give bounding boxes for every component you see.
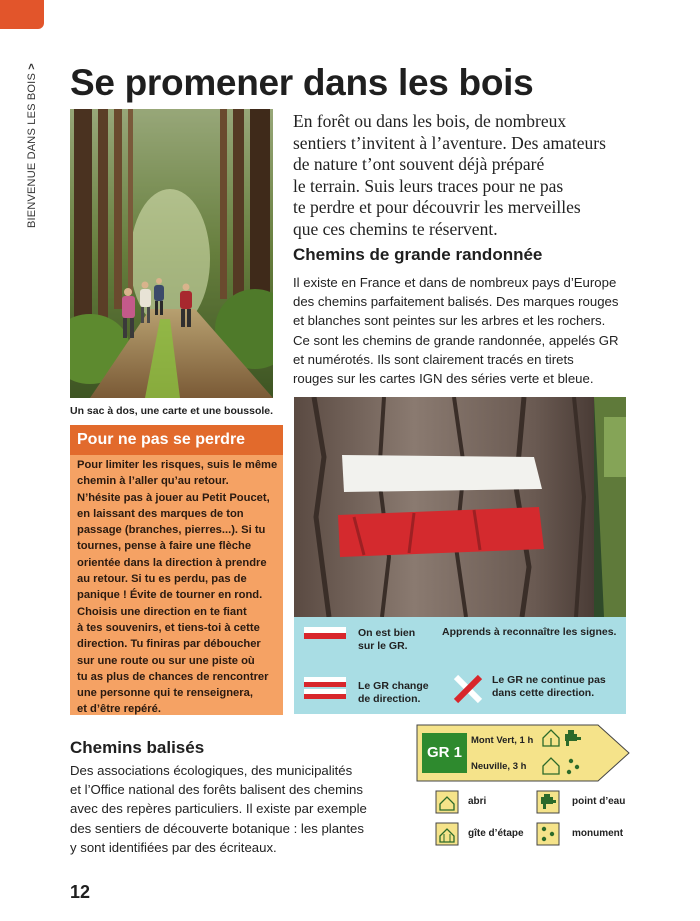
- signpost-code: GR 1: [426, 744, 462, 761]
- legend-on-path: [358, 627, 415, 653]
- legend-on-path-line: sur le GR.: [358, 640, 408, 652]
- signs-legend: [294, 617, 626, 714]
- legend-heading: Apprends à reconnaître les signes.: [442, 626, 617, 638]
- tip-line: direction. Tu finiras par déboucher: [77, 638, 261, 651]
- forest-illustration: [70, 109, 273, 398]
- intro-line: te perdre et pour découvrir les merveilles: [293, 197, 581, 217]
- intro-line: le terrain. Suis leurs traces pour ne pas: [293, 175, 564, 196]
- photo-caption: Un sac à dos, une carte et une boussole.: [70, 405, 274, 417]
- tip-line: une personne qui te renseignera,: [77, 687, 253, 700]
- legend-stop: [492, 674, 606, 700]
- tip-box: [70, 425, 283, 715]
- tip-line: Choisis une direction en te fiant: [77, 605, 247, 618]
- gr-line: Ce sont les chemins de grande randonnée, appelés GR: [293, 332, 619, 348]
- gr-line: et numérotés. Ils sont clairement tracés en tirets: [293, 351, 574, 367]
- legend-change-line: de direction.: [358, 693, 421, 705]
- tip-line: chemin à l’aller qu’au retour.: [77, 475, 229, 488]
- mark-on-path-icon: [304, 627, 346, 639]
- intro-line: de nature t’ont souvent déjà préparé: [293, 154, 545, 174]
- legend-lodge-label: gîte d’étape: [468, 828, 524, 839]
- page-number: 12: [70, 882, 91, 902]
- gr-line: Il existe en France et dans de nombreux pays d’Europe: [293, 275, 617, 290]
- page-title: Se promener dans les bois: [70, 62, 534, 103]
- tip-line: en laissant des marques de ton: [77, 507, 244, 520]
- section-label-text: BIENVENUE DANS LES BOIS: [26, 73, 38, 228]
- tip-line: passage (branches, pierres...). Si tu: [77, 524, 266, 537]
- tip-box-title: Pour ne pas se perdre: [70, 425, 283, 455]
- legend-stop-line: Le GR ne continue pas: [492, 674, 606, 686]
- gr-line: rouges sur les cartes IGN des séries verte et bleue.: [293, 371, 594, 387]
- balises-line: y sont identifiées par des écriteaux.: [70, 839, 277, 855]
- balises-paragraph: [70, 761, 410, 857]
- forest-hikers-photo: [70, 109, 273, 398]
- balises-line: Des associations écologiques, des municipalités: [70, 763, 353, 778]
- intro-line: sentiers t’invitent à l’aventure. Des amateurs: [293, 132, 606, 153]
- intro-line: que ces chemins te réservent.: [293, 218, 498, 239]
- gr-paragraph: [293, 273, 638, 388]
- section-label: [26, 63, 38, 228]
- legend-monument-label: monument: [572, 828, 624, 839]
- corner-tab: [0, 0, 44, 29]
- legend-water-label: point d’eau: [572, 796, 626, 807]
- tip-line: panique ! Évite de tourner en rond.: [77, 589, 263, 602]
- tree-trail-mark-photo: [294, 397, 626, 617]
- tip-line: orientée dans la direction à prendre: [77, 556, 267, 569]
- tip-line: tu as plus de chances de rencontrer: [77, 670, 269, 683]
- gr-line: et blanches sont peintes sur les arbres et les rochers.: [293, 313, 606, 329]
- gr-line: des chemins parfaitement balisés. Des marques rouges: [293, 294, 619, 310]
- legend-change-line: Le GR change: [358, 680, 429, 692]
- balises-heading: Chemins balisés: [70, 738, 205, 757]
- tip-line: à tes souvenirs, et tiens-toi à cette: [77, 621, 260, 634]
- mark-change-direction-icon: [304, 677, 346, 699]
- balises-line: avec des repères particuliers. Il existe par exemple: [70, 801, 367, 817]
- intro-line: En forêt ou dans les bois, de nombreux: [293, 111, 567, 131]
- tip-line: N’hésite pas à jouer au Petit Poucet,: [77, 491, 270, 504]
- section-arrow-icon: >: [26, 63, 38, 70]
- tip-line: Pour limiter les risques, suis le même: [77, 459, 278, 471]
- mark-wrong-way-icon: [456, 677, 480, 701]
- tip-line: sur une route ou sur une piste où: [77, 654, 255, 667]
- legend-shelter-label: abri: [468, 796, 487, 807]
- signpost-panel: [416, 724, 631, 854]
- legend-on-path-line: On est bien: [358, 627, 416, 639]
- tip-box-text: [77, 457, 280, 718]
- gr-heading: Chemins de grande randonnée: [293, 245, 543, 264]
- balises-line: et l’Office national des forêts balisent des chemins: [70, 782, 363, 798]
- signpost-destination-2: Neuville, 3 h: [471, 761, 527, 772]
- tip-line: et d’être repéré.: [77, 703, 161, 716]
- balises-line: des sentiers de découverte botanique : les plantes: [70, 820, 364, 836]
- tree-bark-illustration: [294, 397, 626, 617]
- legend-change: [358, 680, 429, 706]
- intro-paragraph: [293, 111, 633, 240]
- signpost-destination-1: Mont Vert, 1 h: [471, 735, 534, 746]
- tip-line: au retour. Si tu es perdu, pas de: [77, 573, 247, 586]
- legend-stop-line: dans cette direction.: [492, 687, 595, 699]
- tip-line: tournes, pense à faire une flèche: [77, 540, 252, 553]
